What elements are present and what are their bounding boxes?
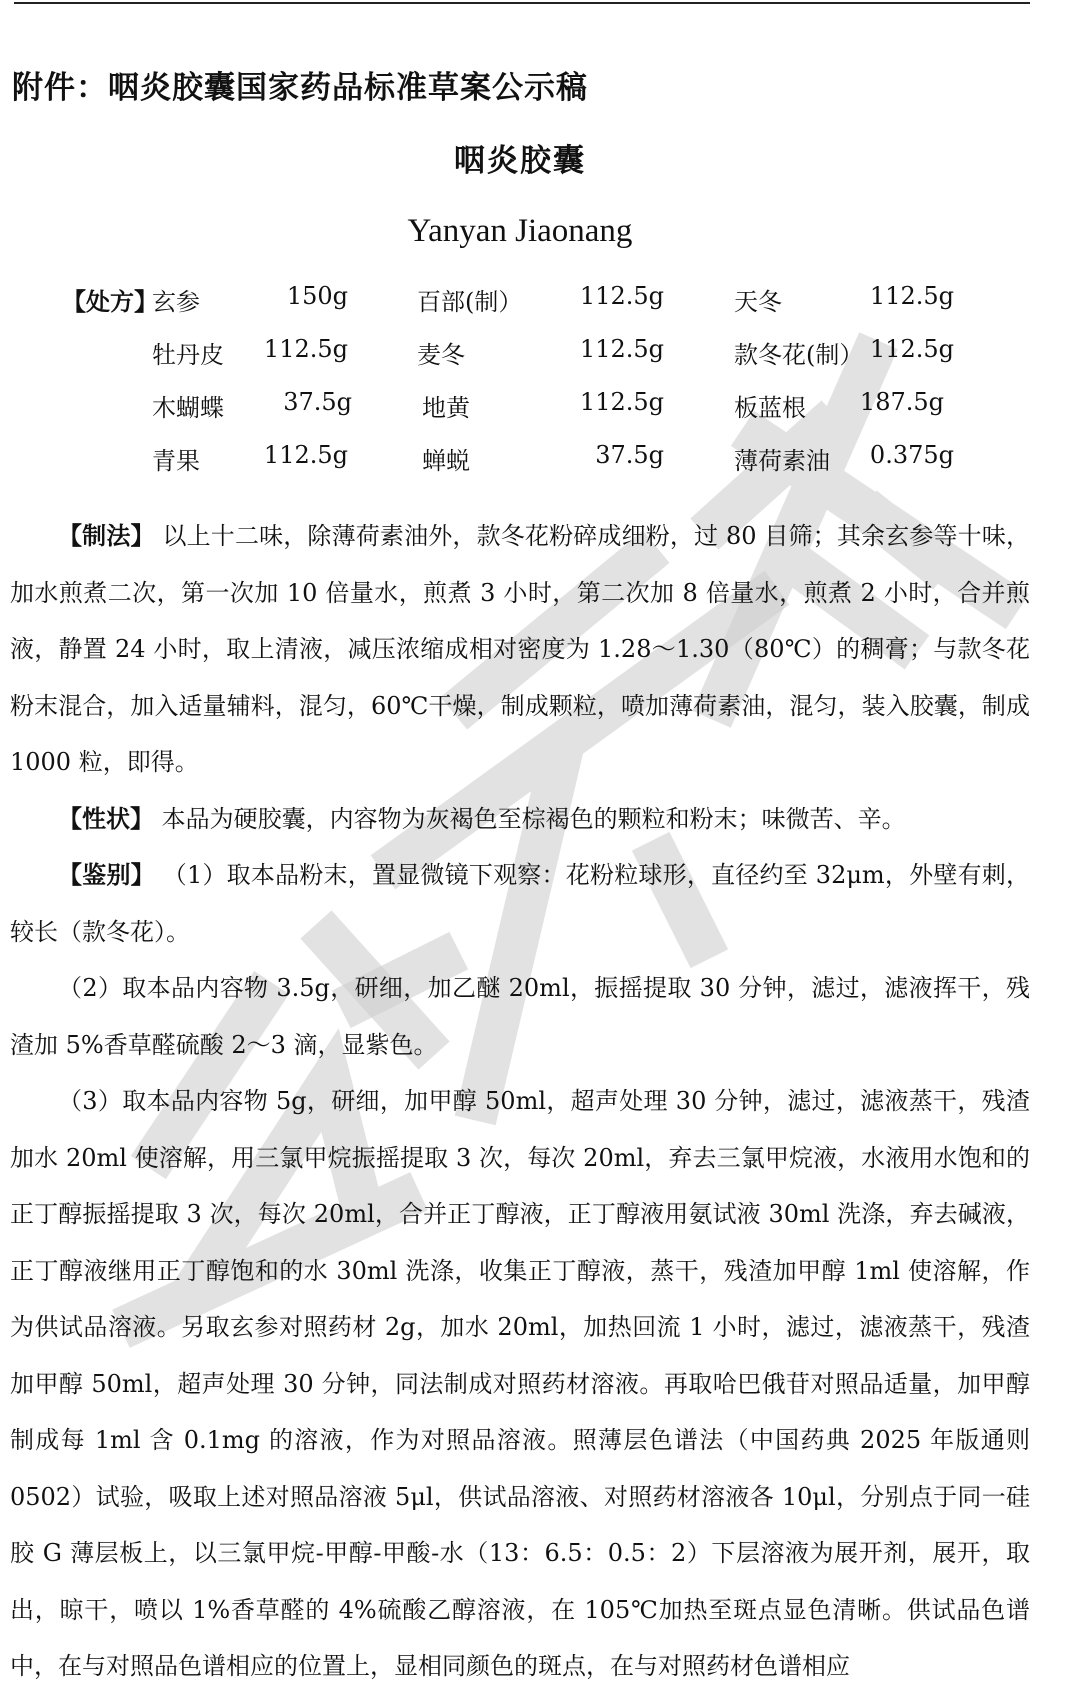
identification-paragraph-2 [10,960,1030,1073]
identification-text-1: （1）取本品粉末，置显微镜下观察：花粉粒球形，直径约至 32μm，外壁有刺，较长（款冬花）。 [10,861,1031,946]
description-text: 本品为硬胶囊，内容物为灰褐色至棕褐色的颗粒和粉末；味微苦、辛。 [161,804,906,833]
identification-text-3: （3）取本品内容物 5g，研细，加甲醇 50ml，超声处理 30 分钟，滤过，滤液蒸干，残渣加水 20ml 使溶解，用三氯甲烷振摇提取 3 次，每次 20ml，弃去三氯甲烷液，水液用水饱和的正丁醇振摇提取 3 次，每次 20ml，合并正丁醇液，正丁醇液用氨试液 30ml 洗涤，弃去碱液，正丁醇液继用正丁醇饱和的水 30ml 洗涤，收集正丁醇液，蒸干，残渣加甲醇 1ml 使溶解，作为供试品溶液。另取玄参对照药材 2g，加水 20ml，加热回流 1 小时，滤过，滤液蒸干，残渣加甲醇 50ml，超声处理 30 分钟，同法制成对照药材溶液。再取哈巴俄苷对照品适量，加甲醇制成每 1ml 含 0.1mg 的溶液，作为对照品溶液。照薄层色谱法（中国药典 2025 年版通则 0502）试验，吸取上述对照品溶液 5μl，供试品溶液、对照药材溶液各 10μl，分别点于同一硅胶 G 薄层板上，以三氯甲烷-甲醇-甲酸-水（13：6.5：0.5：2）下层溶液为展开剂，展开，取出，晾干，喷以 1%香草醛的 4%硫酸乙醇溶液，在 105℃加热至斑点显色清晰。供试品色谱中，在与对照品色谱相应的位置上，显相同颜色的斑点，在与对照药材色谱相应 [10,1087,1030,1680]
prescription-row [62,441,1042,475]
ingredient-amount: 187.5g [859,388,944,416]
ingredient-name: 青果 [152,447,200,475]
ingredient-name: 蝉蜕 [422,447,470,475]
method-label: 【制法】 [58,522,155,550]
prescription-row [62,388,1042,422]
identification-label: 【鉴别】 [58,861,155,889]
ingredient-name: 玄参 [152,288,200,316]
ingredient-amount: 112.5g [579,335,664,363]
ingredient-amount: 0.375g [869,441,954,469]
ingredient-name: 款冬花(制） [734,341,864,369]
prescription-label: 【处方】 [62,288,158,316]
ingredient-amount: 37.5g [595,441,664,469]
ingredient-name: 板蓝根 [734,394,806,422]
ingredient-amount: 112.5g [869,335,954,363]
ingredient-name: 麦冬 [417,341,465,369]
description-label: 【性状】 [58,804,154,833]
pinyin-title: Yanyan Jiaonang [407,213,633,249]
ingredient-name: 百部(制） [417,288,523,316]
method-paragraph [10,508,1030,791]
ingredient-name: 木蝴蝶 [152,394,224,422]
description-paragraph [10,791,1030,848]
identification-paragraph-3 [10,1073,1030,1695]
attachment-heading: 附件：咽炎胶囊国家药品标准草案公示稿 [12,70,588,106]
ingredient-name: 牡丹皮 [152,341,224,369]
document-title: 咽炎胶囊 [454,143,586,179]
ingredient-amount: 150g [286,282,348,310]
ingredient-name: 薄荷素油 [734,447,830,475]
ingredient-amount: 112.5g [579,388,664,416]
ingredient-name: 地黄 [422,394,470,422]
ingredient-amount: 112.5g [263,335,348,363]
ingredient-amount: 112.5g [869,282,954,310]
ingredient-amount: 112.5g [263,441,348,469]
prescription-row [62,335,1042,369]
identification-text-2: （2）取本品内容物 3.5g，研细，加乙醚 20ml，振摇提取 30 分钟，滤过，滤液挥干，残渣加 5%香草醛硫酸 2～3 滴，显紫色。 [10,974,1030,1059]
ingredient-amount: 37.5g [283,388,352,416]
document-body [10,508,1030,1695]
prescription-row [62,282,1042,316]
method-text: 以上十二味，除薄荷素油外，款冬花粉碎成细粉，过 80 目筛；其余玄参等十味，加水煎煮二次，第一次加 10 倍量水，煎煮 3 小时，第二次加 8 倍量水，煎煮 2 小时，合并煎液，静置 24 小时，取上清液，减压浓缩成相对密度为 1.28～1.30（80℃）的稠膏；与款冬花粉末混合，加入适量辅料，混匀，60℃干燥，制成颗粒，喷加薄荷素油，混匀，装入胶囊，制成 1000 粒，即得。 [10,522,1030,776]
identification-paragraph-1 [10,847,1030,960]
ingredient-amount: 112.5g [579,282,664,310]
ingredient-name: 天冬 [734,288,782,316]
top-rule [14,2,1030,4]
